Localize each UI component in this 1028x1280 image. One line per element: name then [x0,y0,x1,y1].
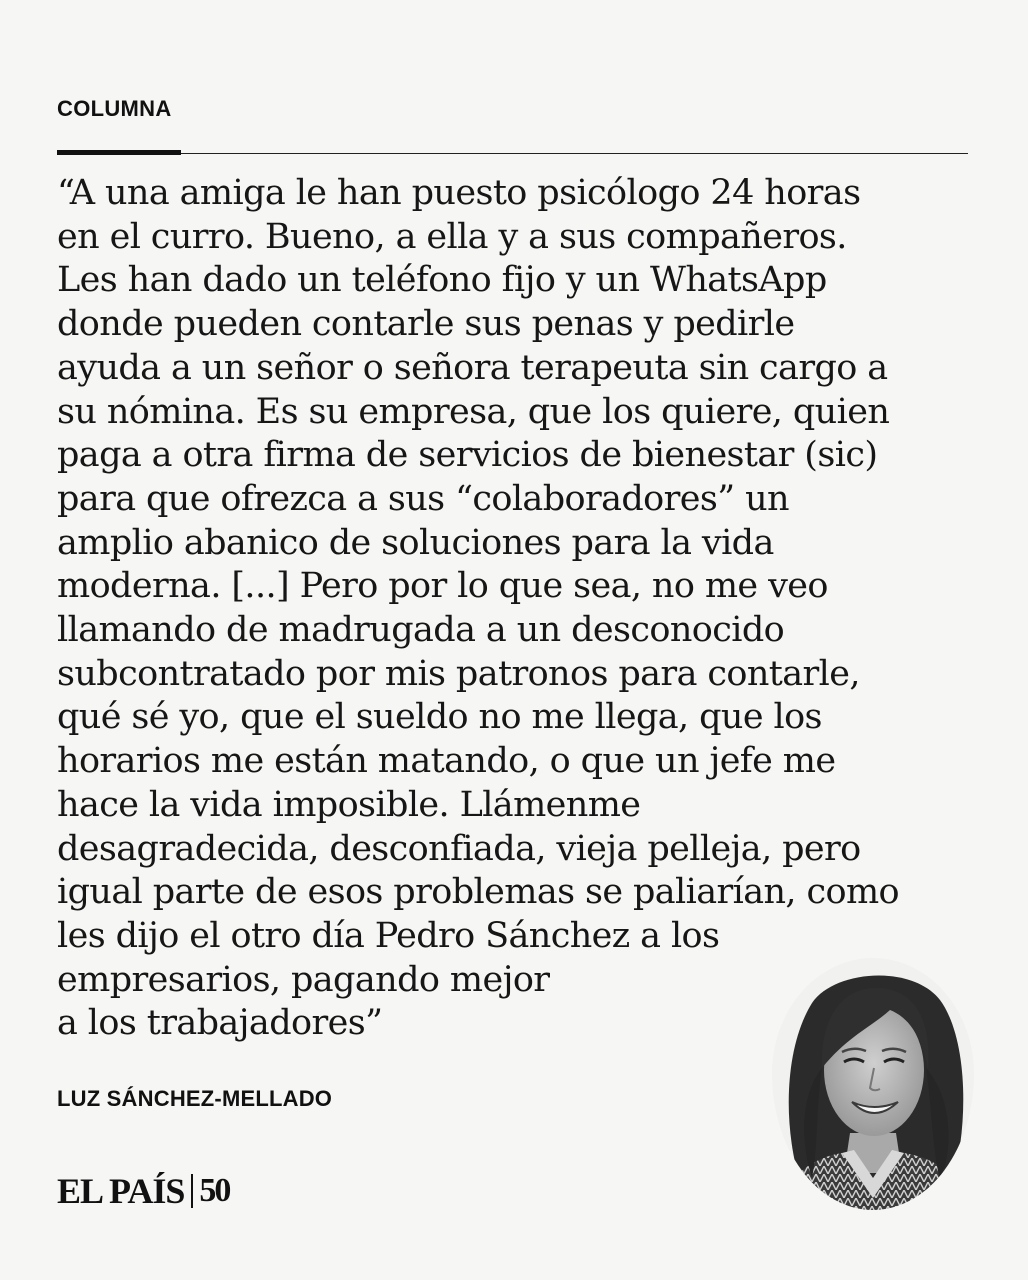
author-name: LUZ SÁNCHEZ-MELLADO [57,1086,333,1111]
quote-line: amplio abanico de soluciones para la vida [57,522,774,563]
quote-line: les dijo el otro día Pedro Sánchez a los [57,915,720,956]
quote-line: paga a otra firma de servicios de bienestar (sic) [57,435,878,476]
quote-line: Les han dado un teléfono fijo y un WhatsApp [57,260,827,301]
logo-name: EL PAÍS [57,1171,185,1211]
quote-text [57,172,987,1046]
quote-line: ayuda a un señor o señora terapeuta sin cargo a [57,347,888,388]
quote-line: para que ofrezca a sus “colaboradores” un [57,478,789,519]
quote-line: igual parte de esos problemas se paliarían, como [57,872,900,913]
header-accent-rule [57,150,181,155]
quote-line: su nómina. Es su empresa, que los quiere, quien [57,391,890,432]
quote-line: qué sé yo, que el sueldo no me llega, que los [57,697,822,738]
quote-line: llamando de madrugada a un desconocido [57,610,785,651]
quote-line: moderna. [...] Pero por lo que sea, no me veo [57,566,828,607]
author-portrait [772,958,974,1210]
portrait-illustration [772,958,974,1210]
section-label: COLUMNA [57,96,172,121]
quote-line: en el curro. Bueno, a ella y a sus compañeros. [57,216,847,257]
logo-anniversary: 50 [199,1172,230,1209]
quote-line: “A una amiga le han puesto psicólogo 24 horas [57,173,861,213]
quote-line: horarios me están matando, o que un jefe me [57,741,836,782]
quote-line: subcontratado por mis patronos para contarle, [57,653,860,694]
logo-divider [191,1174,193,1208]
quote-line: empresarios, pagando mejor [57,959,550,1000]
header-rule [57,153,968,154]
quote-line: hace la vida imposible. Llámenme [57,784,641,825]
quote-line: desagradecida, desconfiada, vieja pelleja, pero [57,828,861,869]
el-pais-logo[interactable] [57,1170,229,1212]
quote-line: a los trabajadores” [57,1003,383,1044]
quote-line: donde pueden contarle sus penas y pedirle [57,304,795,345]
